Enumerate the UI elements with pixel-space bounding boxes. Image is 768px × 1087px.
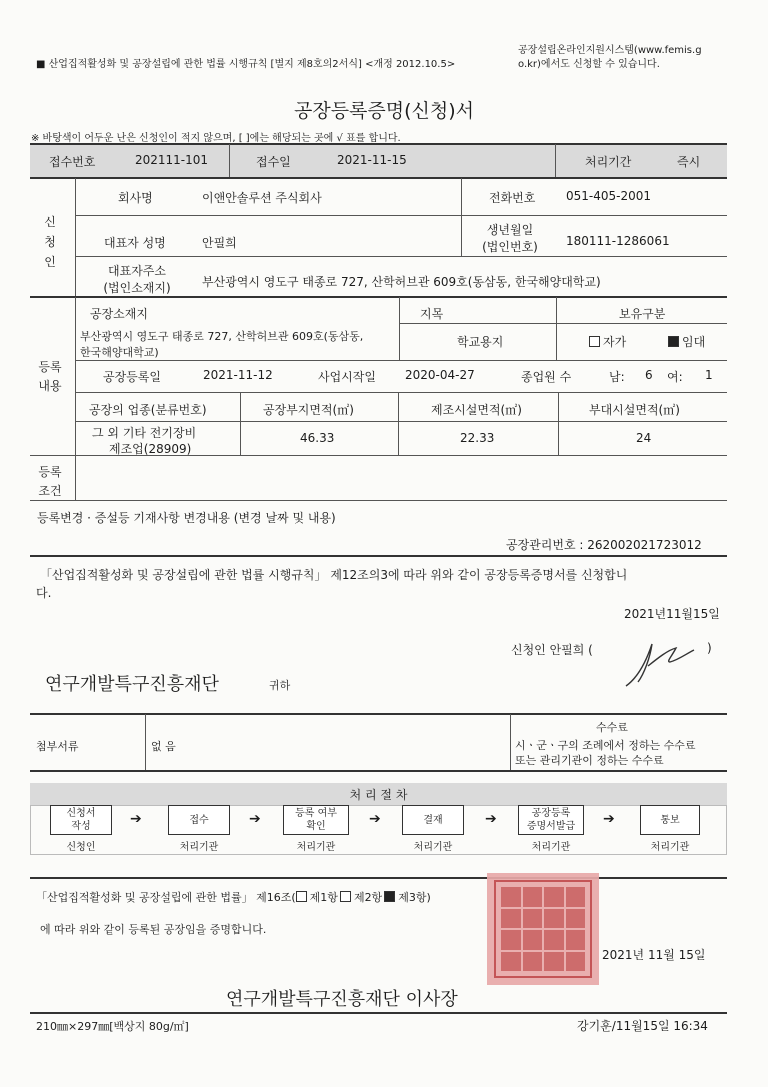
flow-step-actor: 신청인 bbox=[66, 842, 96, 853]
certification-date: 2021년 11월 15일 bbox=[602, 948, 706, 962]
industry-label: 공장의 업종(분류번호) bbox=[89, 403, 207, 417]
industry-value-line-1: 그 외 기타 전기장비 bbox=[92, 426, 197, 440]
mfg-area-value: 22.33 bbox=[460, 431, 495, 445]
attachments-value: 없 음 bbox=[151, 740, 176, 753]
industry-value-line-2: 제조업(28909) bbox=[109, 442, 192, 456]
flow-arrow-icon: ➔ bbox=[485, 811, 497, 827]
representative-label: 대표자 성명 bbox=[104, 236, 166, 250]
aux-area-value: 24 bbox=[636, 431, 652, 445]
address-label-line-1: 대표자주소 bbox=[108, 264, 166, 278]
employees-label: 종업원 수 bbox=[521, 370, 572, 384]
flow-step-label: 신청서 작성 bbox=[66, 808, 96, 832]
signer-name: 신청인 안필희 ( bbox=[511, 643, 593, 657]
flow-arrow-icon: ➔ bbox=[603, 811, 615, 827]
signer-close: ) bbox=[707, 641, 712, 655]
aux-area-label: 부대시설면적(㎡) bbox=[589, 403, 680, 417]
flow-step-application bbox=[50, 805, 112, 835]
female-value: 1 bbox=[705, 368, 713, 382]
flow-step-actor: 처리기관 bbox=[531, 842, 571, 853]
representative-value: 안필희 bbox=[202, 236, 237, 250]
processing-period-label: 처리기간 bbox=[585, 155, 632, 169]
application-date: 2021년11월15일 bbox=[624, 607, 720, 621]
ownership-owned-option[interactable]: 자가 bbox=[589, 333, 626, 350]
flow-arrow-icon: ➔ bbox=[369, 811, 381, 827]
business-start-label: 사업시작일 bbox=[318, 370, 376, 384]
phone-value: 051-405-2001 bbox=[566, 189, 652, 203]
land-category-value: 학교용지 bbox=[457, 335, 504, 349]
process-title: 처 리 절 차 bbox=[349, 788, 408, 802]
flow-step-approval bbox=[402, 805, 464, 835]
clause-2-checkbox[interactable] bbox=[340, 891, 351, 902]
flow-step-receipt bbox=[168, 805, 230, 835]
male-value: 6 bbox=[645, 368, 653, 382]
document-title: 공장등록증명(신청)서 bbox=[293, 100, 474, 122]
statement-line-1: 「산업집적활성화 및 공장설립에 관한 법률 시행규칙」 제12조의3에 따라 위와 같이 공장등록증명서를 신청합니 bbox=[40, 568, 628, 582]
receipt-date-label: 접수일 bbox=[256, 155, 291, 169]
factory-address-label: 공장소재지 bbox=[90, 307, 148, 321]
table-top-border bbox=[30, 143, 727, 145]
flow-step-label: 접수 bbox=[189, 814, 209, 826]
certification-line-2: 에 따라 위와 같이 등록된 공장임을 증명합니다. bbox=[40, 923, 267, 936]
clause-1-checkbox[interactable] bbox=[296, 891, 307, 902]
registration-date-label: 공장등록일 bbox=[103, 370, 161, 384]
fee-value-line-1: 시ㆍ군ㆍ구의 조례에서 정하는 수수료 bbox=[515, 739, 696, 752]
site-area-label: 공장부지면적(㎡) bbox=[263, 403, 354, 417]
flow-step-actor: 처리기관 bbox=[179, 842, 219, 853]
flow-step-label: 등록 여부 확인 bbox=[295, 808, 337, 832]
business-start-value: 2020-04-27 bbox=[405, 368, 475, 382]
recipient-org: 연구개발특구진흥재단 bbox=[45, 674, 219, 695]
company-name-label: 회사명 bbox=[118, 191, 153, 205]
flow-step-actor: 처리기관 bbox=[413, 842, 453, 853]
instruction-note: ※ 바탕색이 어두운 난은 신청인이 적지 않으며, [ ]에는 해당되는 곳에 √ 표를 합니다. bbox=[31, 133, 401, 144]
flow-step-label: 공장등록 증명서발급 bbox=[526, 808, 576, 832]
recipient-suffix: 귀하 bbox=[269, 679, 291, 692]
online-note-line-1: 공장설립온라인지원시스템(www.femis.g bbox=[518, 45, 702, 56]
processed-by-stamp: 강기훈/11월15일 16:34 bbox=[577, 1019, 708, 1033]
conditions-label-line-1: 등록 bbox=[38, 465, 62, 479]
male-label: 남: bbox=[609, 370, 625, 384]
mfg-area-label: 제조시설면적(㎡) bbox=[431, 403, 522, 417]
ownership-label: 보유구분 bbox=[619, 307, 666, 321]
changes-label: 등록변경 · 증설등 기재사항 변경내용 (변경 날짜 및 내용) bbox=[37, 511, 336, 525]
flow-step-label: 통보 bbox=[660, 814, 680, 826]
certification-line-1: 「산업집적활성화 및 공장설립에 관한 법률」 제16조( 제1항 제2항 제3항) bbox=[36, 891, 431, 904]
lease-checkbox[interactable] bbox=[668, 336, 679, 347]
site-area-value: 46.33 bbox=[300, 431, 335, 445]
address-value: 부산광역시 영도구 태종로 727, 산학허브관 609호(동삼동, 한국해양대학교) bbox=[202, 275, 601, 289]
registration-label-line-1: 등록 bbox=[38, 360, 62, 374]
online-note-line-2: o.kr)에서도 신청할 수 있습니다. bbox=[518, 59, 660, 70]
flow-step-verify bbox=[283, 805, 349, 835]
factory-address-line-2: 한국해양대학교) bbox=[80, 346, 159, 359]
company-name-value: 이앤안솔루션 주식회사 bbox=[202, 191, 322, 205]
owned-checkbox[interactable] bbox=[589, 336, 600, 347]
official-seal bbox=[487, 873, 599, 985]
flow-arrow-icon: ➔ bbox=[130, 811, 142, 827]
flow-step-actor: 처리기관 bbox=[650, 842, 690, 853]
land-category-label: 지목 bbox=[420, 307, 444, 321]
issuer-name: 연구개발특구진흥재단 이사장 bbox=[226, 989, 458, 1010]
receipt-number-label: 접수번호 bbox=[49, 155, 96, 169]
flow-step-issue bbox=[518, 805, 584, 835]
conditions-label-line-2: 조건 bbox=[38, 484, 62, 498]
flow-step-label: 결재 bbox=[423, 814, 443, 826]
factory-management-number: 공장관리번호 : 262002021723012 bbox=[506, 538, 702, 552]
birth-label-line-2: (법인번호) bbox=[482, 240, 538, 254]
birth-value: 180111-1286061 bbox=[566, 234, 670, 248]
signature-mark bbox=[620, 636, 700, 691]
attachments-label: 첨부서류 bbox=[36, 740, 79, 753]
clause-3-checkbox[interactable] bbox=[384, 891, 395, 902]
flow-arrow-icon: ➔ bbox=[249, 811, 261, 827]
address-label-line-2: (법인소재지) bbox=[103, 281, 171, 295]
registration-label-line-2: 내용 bbox=[38, 379, 62, 393]
statement-line-2: 다. bbox=[36, 586, 52, 600]
flow-step-notify bbox=[640, 805, 700, 835]
fee-label: 수수료 bbox=[596, 721, 628, 734]
fee-value-line-2: 또는 관리기관이 정하는 수수료 bbox=[515, 754, 664, 767]
applicant-section-label: 신청인 bbox=[44, 215, 56, 269]
paper-spec: 210㎜×297㎜[백상지 80g/㎡] bbox=[36, 1020, 189, 1033]
birth-label-line-1: 생년월일 bbox=[486, 223, 534, 237]
ownership-lease-option[interactable]: 임대 bbox=[668, 333, 705, 350]
registration-date-value: 2021-11-12 bbox=[203, 368, 273, 382]
receipt-number-value: 202111-101 bbox=[135, 153, 209, 167]
flow-step-actor: 처리기관 bbox=[296, 842, 336, 853]
female-label: 여: bbox=[667, 370, 683, 384]
receipt-date-value: 2021-11-15 bbox=[337, 153, 407, 167]
factory-address-line-1: 부산광역시 영도구 태종로 727, 산학허브관 609호(동삼동, bbox=[80, 330, 364, 343]
processing-period-value: 즉시 bbox=[677, 155, 701, 169]
phone-label: 전화번호 bbox=[489, 191, 536, 205]
form-reference: ■ 산업집적활성화 및 공장설립에 관한 법률 시행규칙 [별지 제8호의2서식] <개정 2012.10.5> bbox=[36, 59, 456, 70]
